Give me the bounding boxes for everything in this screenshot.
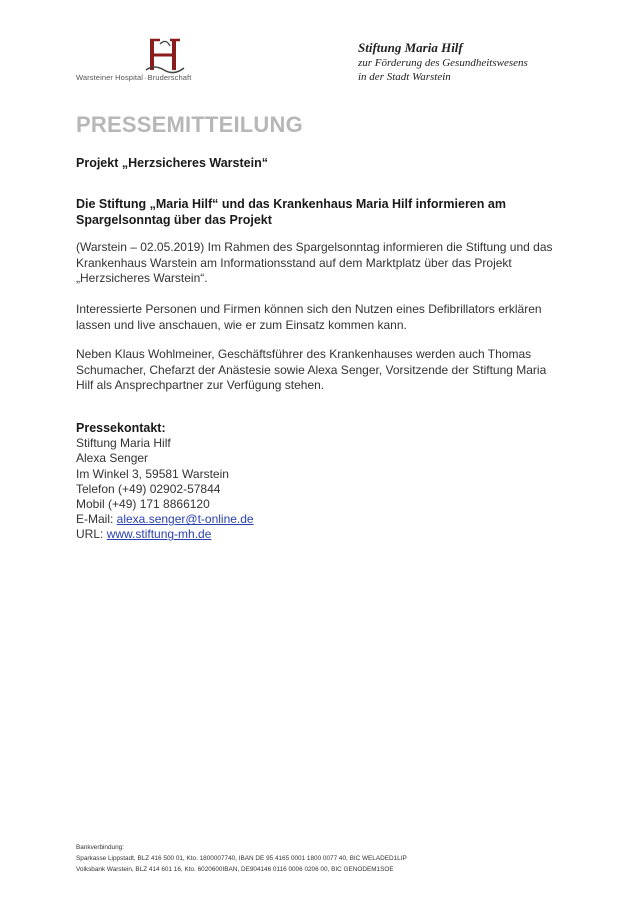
contact-url-row — [76, 527, 376, 542]
foundation-line-2: in der Stadt Warstein — [358, 71, 451, 83]
website-link[interactable]: www.stiftung-mh.de — [106, 527, 212, 542]
bank-heading: Bankverbindung: — [76, 844, 124, 851]
press-contact — [76, 421, 376, 543]
contact-org: Stiftung Maria Hilf — [76, 436, 171, 451]
contact-person: Alexa Senger — [76, 451, 149, 466]
foundation-name: Stiftung Maria Hilf — [358, 40, 463, 55]
logo-caption-right: Bruderschaft — [147, 73, 192, 82]
contact-heading: Pressekontakt: — [76, 421, 166, 435]
logo-caption-left: Warsteiner Hospital — [76, 73, 144, 82]
contact-phone: Telefon (+49) 02902-57844 — [76, 481, 221, 496]
bank-line-2: Volksbank Warstein, BLZ 414 601 16, Kto. 6020600IBAN, DE904146 0116 0006 0206 00, BIC GENODEM1SOE — [76, 866, 394, 873]
paragraph-1: (Warstein – 02.05.2019) Im Rahmen des Spargelsonntag informieren die Stiftung und das Krankenhaus Warstein am Informationsstand auf dem Marktplatz über das Projekt „Herzsicheres Warstein“. — [76, 240, 553, 285]
bank-details — [76, 842, 596, 875]
headline: Die Stiftung „Maria Hilf“ und das Krankenhaus Maria Hilf informieren am Spargelsonntag über das Projekt — [76, 197, 506, 227]
contact-mobile: Mobil (+49) 171 8866120 — [76, 497, 210, 512]
page-title: PRESSEMITTEILUNG — [76, 112, 303, 137]
email-label: E-Mail: — [76, 512, 117, 527]
contact-address: Im Winkel 3, 59581 Warstein — [76, 466, 229, 481]
url-label: URL: — [76, 527, 107, 542]
hospital-logo — [76, 36, 236, 86]
project-title: Projekt „Herzsicheres Warstein“ — [76, 156, 268, 170]
paragraph-2: Interessierte Personen und Firmen können sich den Nutzen eines Defibrillators erklären lassen und live anschauen, wie er zum Einsatz kommen kann. — [76, 302, 542, 332]
foundation-header — [358, 40, 598, 84]
bank-line-1: Sparkasse Lippstadt, BLZ 416 500 01, Kto. 1800007740, IBAN DE 95 4165 0001 1800 0077 40, BIC WELADED1LIP — [76, 855, 407, 862]
paragraph-3: Neben Klaus Wohlmeiner, Geschäftsführer des Krankenhauses werden auch Thomas Schumacher, Chefarzt der Anästesie sowie Alexa Senger, Vorsitzende der Stiftung Maria Hilf als Ansprechpartner zur Verfügung stehen. — [76, 347, 547, 392]
email-link[interactable]: alexa.senger@t-online.de — [116, 512, 254, 527]
foundation-line-1: zur Förderung des Gesundheitswesens — [358, 57, 528, 69]
logo-caption: Warsteiner Hospital·Bruderschaft — [76, 73, 192, 82]
contact-email-row — [76, 512, 376, 527]
hospital-monogram-icon — [144, 36, 186, 76]
